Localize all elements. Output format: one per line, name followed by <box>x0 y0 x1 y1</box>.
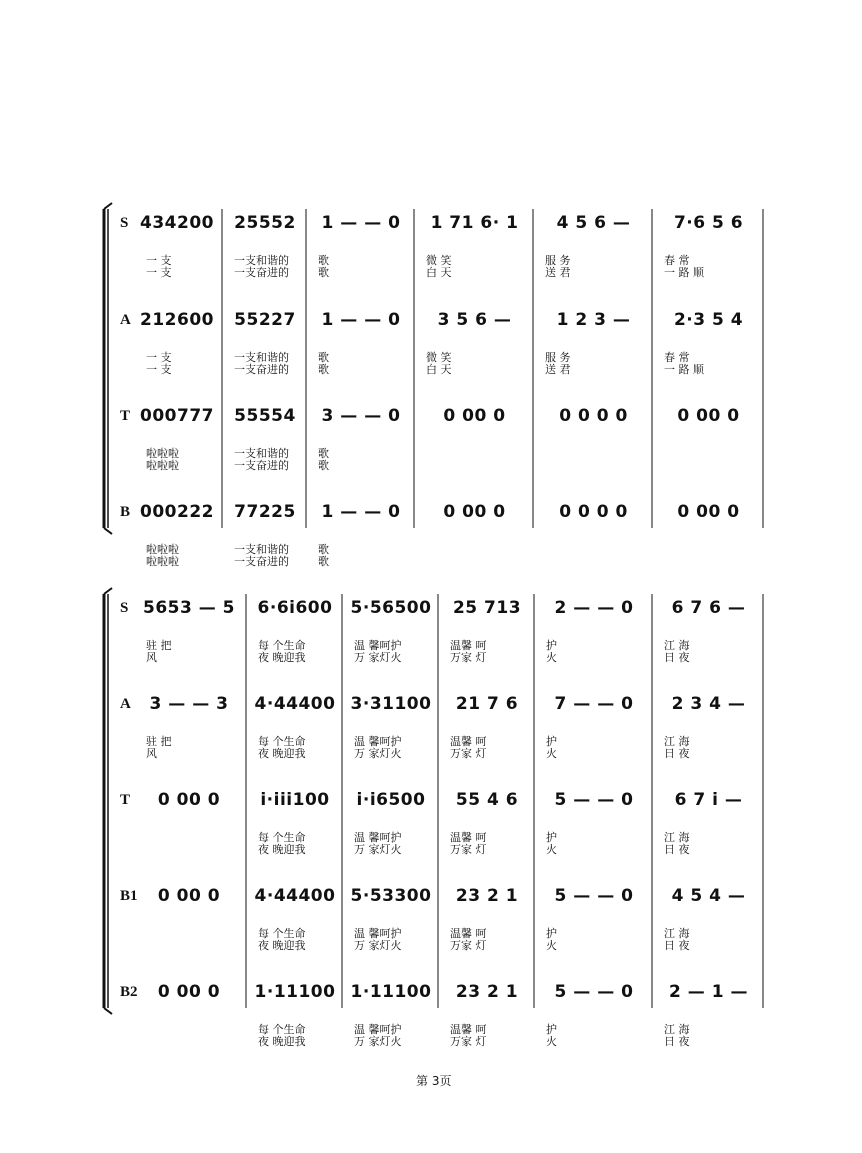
page-number: 第 3页 <box>416 1074 452 1088</box>
lyric-line: 火 <box>546 939 557 952</box>
lyric-line: 温馨 呵 <box>450 927 487 940</box>
measure-notes: 4 5 4 — <box>671 886 746 906</box>
measure-notes: 1 — — 0 <box>321 310 401 330</box>
lyric-line: 温 馨呵护 <box>354 1023 402 1036</box>
measure-notes: 4·44400 <box>254 886 336 906</box>
measure-notes: 6 7 i — <box>674 790 743 810</box>
lyric-line: 江 海 <box>664 735 690 748</box>
lyric-line: 服 务 <box>545 254 571 267</box>
measure-notes: 1 — — 0 <box>321 213 401 233</box>
lyric-line: 护 <box>546 1023 557 1036</box>
measure-notes: 5·53300 <box>350 886 432 906</box>
lyric-line: 微 笑 <box>426 351 452 364</box>
lyric-line: 一支和谐的 <box>234 447 289 460</box>
measure-notes: 7·6 5 6 <box>673 213 744 233</box>
lyric-line: 江 海 <box>664 639 690 652</box>
lyric-line: 夜 晚迎我 <box>258 1035 306 1048</box>
lyric-line: 护 <box>546 639 557 652</box>
lyric-line: 一 支 <box>146 351 172 364</box>
lyric-line: 日 夜 <box>664 939 690 952</box>
lyric-line: 一支和谐的 <box>234 351 289 364</box>
measure-notes: 1·11100 <box>254 982 336 1002</box>
lyric-line: 一支奋进的 <box>234 266 289 279</box>
lyric-line: 风 <box>146 651 157 664</box>
lyric-line: 每 个生命 <box>258 831 306 844</box>
part-label: A <box>120 696 131 712</box>
part-label: B <box>120 504 131 520</box>
lyric-line: 万 家灯火 <box>354 843 402 856</box>
lyric-line: 万家 灯 <box>450 1035 487 1048</box>
lyric-line: 江 海 <box>664 831 690 844</box>
lyric-line: 江 海 <box>664 927 690 940</box>
lyric-line: 每 个生命 <box>258 639 306 652</box>
measure-notes: 23 2 1 <box>455 982 519 1002</box>
lyric-line: 春 常 <box>664 351 690 364</box>
measure-notes: 000222 <box>140 502 214 522</box>
system-brace-top <box>104 588 112 594</box>
lyric-line: 歌 <box>318 543 329 556</box>
measure-notes: 0 0 0 0 <box>559 406 628 426</box>
lyric-line: 日 夜 <box>664 1035 690 1048</box>
lyric-line: 万家 灯 <box>450 843 487 856</box>
part-label: B2 <box>120 984 138 1000</box>
lyric-line: 微 笑 <box>426 254 452 267</box>
measure-notes: i·iii100 <box>260 790 330 810</box>
measure-notes: 25 713 <box>452 598 522 618</box>
lyric-line: 万 家灯火 <box>354 651 402 664</box>
measure-notes: 4·44400 <box>254 694 336 714</box>
lyric-line: 服 务 <box>545 351 571 364</box>
measure-notes: 2 — 1 — <box>669 982 748 1002</box>
lyric-line: 春 常 <box>664 254 690 267</box>
lyric-line: 一支和谐的 <box>234 254 289 267</box>
lyric-line: 啦啦啦 <box>146 543 179 556</box>
system-brace-bottom <box>104 528 112 534</box>
part-label: T <box>120 408 131 424</box>
lyric-line: 温 馨呵护 <box>354 927 402 940</box>
measure-notes: 1 71 6· 1 <box>430 213 519 233</box>
measure-notes: 2 — — 0 <box>554 598 634 618</box>
measure-notes: 25552 <box>234 213 296 233</box>
measure-notes: 6 7 6 — <box>671 598 746 618</box>
lyric-line: 温馨 呵 <box>450 735 487 748</box>
measure-notes: 5 — — 0 <box>554 790 634 810</box>
measure-notes: 55 4 6 <box>455 790 519 810</box>
measure-notes: 3 — — 0 <box>321 406 401 426</box>
lyric-line: 一 支 <box>146 254 172 267</box>
lyric-line: 歌 <box>318 266 329 279</box>
lyric-line: 万家 灯 <box>450 651 487 664</box>
lyric-line: 驻 把 <box>146 735 172 748</box>
lyric-line: 白 天 <box>426 363 452 376</box>
lyric-line: 温 馨呵护 <box>354 735 402 748</box>
part-label: S <box>120 600 129 616</box>
lyric-line: 一支奋进的 <box>234 363 289 376</box>
lyric-line: 风 <box>146 747 157 760</box>
lyric-line: 歌 <box>318 447 329 460</box>
lyric-line: 每 个生命 <box>258 927 306 940</box>
measure-notes: 0 00 0 <box>677 406 740 426</box>
lyric-line: 温馨 呵 <box>450 1023 487 1036</box>
lyric-line: 护 <box>546 927 557 940</box>
measure-notes: 5653 — 5 <box>143 598 235 618</box>
lyric-line: 日 夜 <box>664 843 690 856</box>
lyric-line: 一 支 <box>146 266 172 279</box>
lyric-line: 送 君 <box>545 363 571 376</box>
lyric-line: 驻 把 <box>146 639 172 652</box>
measure-notes: 0 00 0 <box>443 502 506 522</box>
lyric-line: 护 <box>546 735 557 748</box>
lyric-line: 歌 <box>318 351 329 364</box>
lyric-line: 夜 晚迎我 <box>258 651 306 664</box>
measure-notes: 1 — — 0 <box>321 502 401 522</box>
lyric-line: 啦啦啦 <box>146 459 179 472</box>
lyric-line: 白 天 <box>426 266 452 279</box>
measure-notes: 0 00 0 <box>157 982 221 1002</box>
measure-notes: 5·56500 <box>350 598 432 618</box>
lyric-line: 一 支 <box>146 363 172 376</box>
lyric-line: 火 <box>546 747 557 760</box>
lyric-line: 歌 <box>318 254 329 267</box>
lyric-line: 夜 晚迎我 <box>258 747 306 760</box>
lyric-line: 火 <box>546 843 557 856</box>
lyric-line: 江 海 <box>664 1023 690 1036</box>
measure-notes: 434200 <box>140 213 214 233</box>
measure-notes: 55227 <box>234 310 296 330</box>
measure-notes: 7 — — 0 <box>554 694 634 714</box>
measure-notes: 0 00 0 <box>677 502 740 522</box>
measure-notes: 5 — — 0 <box>554 886 634 906</box>
lyric-line: 每 个生命 <box>258 735 306 748</box>
lyric-line: 火 <box>546 1035 557 1048</box>
lyric-line: 温馨 呵 <box>450 639 487 652</box>
lyric-line: 一支奋进的 <box>234 555 289 568</box>
measure-notes: i·i6500 <box>356 790 426 810</box>
measure-notes: 0 00 0 <box>157 886 221 906</box>
measure-notes: 0 0 0 0 <box>559 502 628 522</box>
measure-notes: 21 7 6 <box>455 694 519 714</box>
lyric-line: 歌 <box>318 555 329 568</box>
measure-notes: 3 5 6 — <box>437 310 512 330</box>
lyric-line: 送 君 <box>545 266 571 279</box>
part-label: A <box>120 312 131 328</box>
lyric-line: 万家 灯 <box>450 747 487 760</box>
part-label: T <box>120 792 131 808</box>
measure-notes: 1 2 3 — <box>556 310 631 330</box>
lyric-line: 每 个生命 <box>258 1023 306 1036</box>
measure-notes: 4 5 6 — <box>556 213 631 233</box>
measure-notes: 3 — — 3 <box>149 694 229 714</box>
lyric-line: 万 家灯火 <box>354 1035 402 1048</box>
measure-notes: 1·11100 <box>350 982 432 1002</box>
system-brace-top <box>104 203 112 209</box>
lyric-line: 护 <box>546 831 557 844</box>
measure-notes: 5 — — 0 <box>554 982 634 1002</box>
lyric-line: 啦啦啦 <box>146 447 179 460</box>
lyric-line: 万家 灯 <box>450 939 487 952</box>
measure-notes: 77225 <box>234 502 296 522</box>
measure-notes: 212600 <box>140 310 214 330</box>
lyric-line: 夜 晚迎我 <box>258 939 306 952</box>
lyric-line: 夜 晚迎我 <box>258 843 306 856</box>
lyric-line: 温 馨呵护 <box>354 639 402 652</box>
measure-notes: 000777 <box>140 406 214 426</box>
lyric-line: 歌 <box>318 459 329 472</box>
part-label: B1 <box>120 888 138 904</box>
measure-notes: 3·31100 <box>350 694 432 714</box>
part-label: S <box>120 215 129 231</box>
system-brace-bottom <box>104 1008 112 1014</box>
lyric-line: 万 家灯火 <box>354 939 402 952</box>
measure-notes: 0 00 0 <box>443 406 506 426</box>
measure-notes: 0 00 0 <box>157 790 221 810</box>
lyric-line: 火 <box>546 651 557 664</box>
measure-notes: 6·6i600 <box>257 598 333 618</box>
lyric-line: 歌 <box>318 363 329 376</box>
measure-notes: 55554 <box>234 406 296 426</box>
lyric-line: 日 夜 <box>664 747 690 760</box>
lyric-line: 一 路 顺 <box>664 363 704 376</box>
lyric-line: 温 馨呵护 <box>354 831 402 844</box>
lyric-line: 一支奋进的 <box>234 459 289 472</box>
lyric-line: 万 家灯火 <box>354 747 402 760</box>
measure-notes: 23 2 1 <box>455 886 519 906</box>
measure-notes: 2 3 4 — <box>671 694 746 714</box>
measure-notes: 2·3 5 4 <box>673 310 744 330</box>
lyric-line: 日 夜 <box>664 651 690 664</box>
lyric-line: 啦啦啦 <box>146 555 179 568</box>
lyric-line: 一支和谐的 <box>234 543 289 556</box>
lyric-line: 温馨 呵 <box>450 831 487 844</box>
lyric-line: 一 路 顺 <box>664 266 704 279</box>
